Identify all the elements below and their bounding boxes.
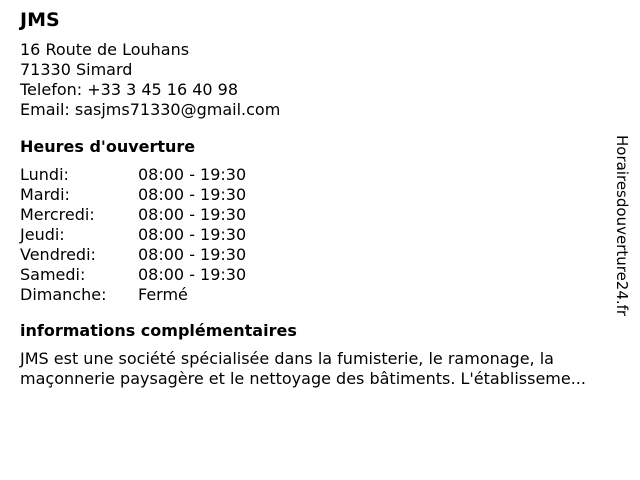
additional-info-heading: informations complémentaires: [20, 321, 297, 340]
hours-row-saturday: [20, 265, 620, 285]
hours-day: Vendredi:: [20, 245, 96, 264]
hours-day: Dimanche:: [20, 285, 107, 304]
opening-hours-heading: Heures d'ouverture: [20, 137, 196, 156]
opening-hours-table: [20, 165, 620, 305]
hours-time: Fermé: [138, 285, 188, 304]
hours-time: 08:00 - 19:30: [138, 165, 247, 184]
hours-time: 08:00 - 19:30: [138, 265, 247, 284]
hours-day: Samedi:: [20, 265, 86, 284]
business-name: JMS: [20, 9, 60, 31]
hours-time: 08:00 - 19:30: [138, 245, 247, 264]
hours-day: Jeudi:: [20, 225, 65, 244]
email-line: Email: sasjms71330@gmail.com: [20, 100, 281, 119]
hours-day: Lundi:: [20, 165, 69, 184]
hours-row-monday: [20, 165, 620, 185]
address-line-city: 71330 Simard: [20, 60, 133, 79]
address-line-street: 16 Route de Louhans: [20, 40, 190, 59]
hours-time: 08:00 - 19:30: [138, 185, 247, 204]
hours-row-friday: [20, 245, 620, 265]
hours-time: 08:00 - 19:30: [138, 225, 247, 244]
hours-time: 08:00 - 19:30: [138, 205, 247, 224]
business-card: [20, 8, 620, 389]
additional-info-text: JMS est une société spécialisée dans la fumisterie, le ramonage, la maçonnerie paysagère et le nettoyage des bâtiments. L'établisseme...: [20, 349, 586, 388]
site-watermark: Horairesdouverture24.fr: [613, 135, 631, 317]
hours-day: Mardi:: [20, 185, 70, 204]
hours-row-tuesday: [20, 185, 620, 205]
phone-line: Telefon: +33 3 45 16 40 98: [20, 80, 239, 99]
hours-row-thursday: [20, 225, 620, 245]
hours-row-wednesday: [20, 205, 620, 225]
hours-row-sunday: [20, 285, 620, 305]
hours-day: Mercredi:: [20, 205, 95, 224]
